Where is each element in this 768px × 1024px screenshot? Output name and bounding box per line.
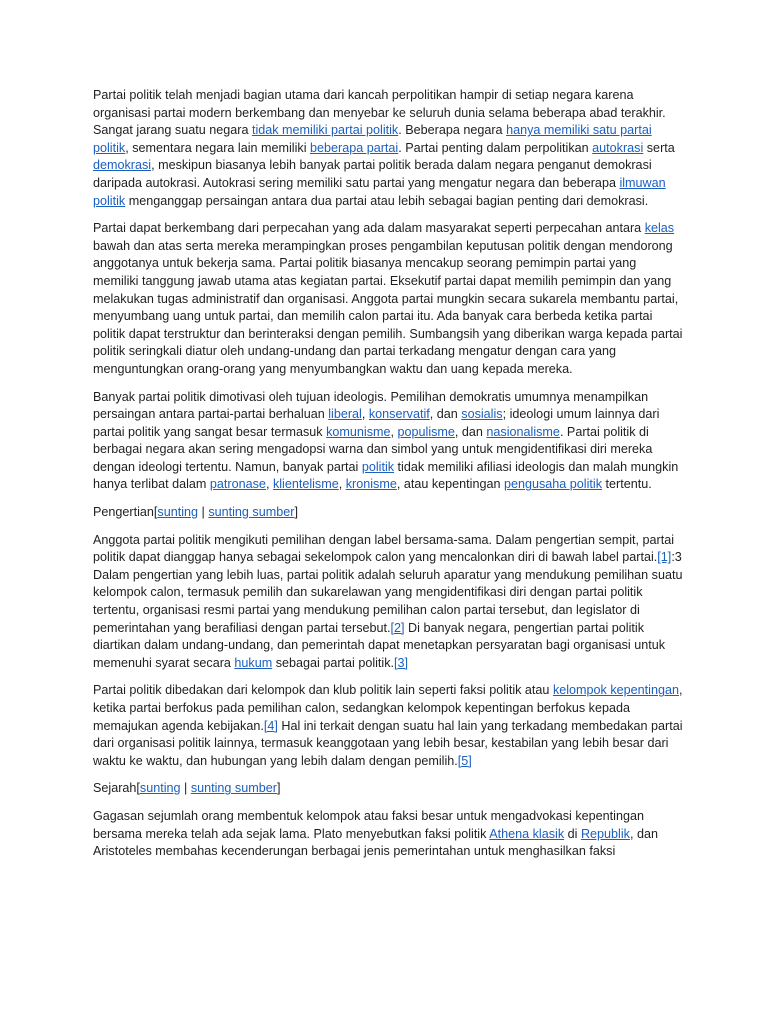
link-liberal[interactable]: liberal xyxy=(328,407,362,422)
text-run: tidak memiliki afiliasi ideologis dan malah mungkin hanya terlibat dalam xyxy=(93,459,679,492)
para-6 xyxy=(93,808,683,861)
link-1[interactable]: [1] xyxy=(657,550,672,565)
heading-sejarah xyxy=(93,780,683,798)
link-hukum[interactable]: hukum xyxy=(234,655,273,670)
text-run: Di banyak negara, pengertian partai politik diartikan dalam undang-undang, dan pemerintah dapat menetapkan persyaratan bagi organisasi untuk memenuhi syarat secara xyxy=(93,620,666,670)
text-run: serta xyxy=(643,140,675,155)
text-run: :3 Dalam pengertian yang lebih luas, partai politik adalah seluruh aparatur yang mendukung pemilihan suatu kelompok calon, termasuk pemilih dan sukarelawan yang mengidentifikasi diri dengan partai politik tertentu, organisasi resmi partai yang mendukung pemilihan calon partai tersebut, dan legislator di pemerintahan yang berafiliasi dengan partai tersebut. xyxy=(93,550,683,635)
link-tidak-memiliki-partai-politik[interactable]: tidak memiliki partai politik xyxy=(251,123,399,138)
text-run: , ketika partai berfokus pada pemilihan calon, sedangkan kelompok kepentingan berfokus kepada memajukan agenda kebijakan. xyxy=(93,683,683,733)
link-2[interactable]: [2] xyxy=(390,620,405,635)
link-5[interactable]: [5] xyxy=(457,753,472,768)
text-run: di xyxy=(564,826,581,841)
text-run: , xyxy=(390,424,398,439)
text-run: tertentu. xyxy=(602,477,652,492)
link-patronase[interactable]: patronase xyxy=(209,477,266,492)
link-pengusaha-politik[interactable]: pengusaha politik xyxy=(503,477,602,492)
link-hanya-memiliki-satu-partai-politik[interactable]: hanya memiliki satu partai politik xyxy=(93,123,652,155)
link-sunting-sumber[interactable]: sunting sumber xyxy=(190,781,277,796)
text-run: Partai politik dibedakan dari kelompok dan klub politik lain seperti faksi politik atau xyxy=(93,683,553,698)
text-run: . Beberapa negara xyxy=(398,123,507,138)
text-run: , dan Aristoteles membahas kecenderungan berbagai jenis pemerintahan untuk menghasilkan faksi xyxy=(93,826,658,859)
para-1 xyxy=(93,87,683,210)
link-autokrasi[interactable]: autokrasi xyxy=(592,140,644,155)
text-run: . Partai penting dalam perpolitikan xyxy=(398,140,593,155)
para-2 xyxy=(93,220,683,378)
text-run: | xyxy=(180,781,191,796)
text-run: sebagai partai politik. xyxy=(272,655,395,670)
link-sunting-sumber[interactable]: sunting sumber xyxy=(208,505,295,520)
link-kelas[interactable]: kelas xyxy=(644,221,675,236)
link-klientelisme[interactable]: klientelisme xyxy=(272,477,339,492)
link-nasionalisme[interactable]: nasionalisme xyxy=(486,424,560,439)
link-populisme[interactable]: populisme xyxy=(397,424,455,439)
link-athena-klasik[interactable]: Athena klasik xyxy=(489,826,565,841)
text-run: . Partai politik di berbagai negara akan sering mengadopsi warna dan simbol yang untuk mengidentifikasi diri mereka dengan ideologi tertentu. Namun, banyak partai xyxy=(93,424,653,474)
link-sunting[interactable]: sunting xyxy=(157,505,199,520)
text-run: , dan xyxy=(429,407,462,422)
link-beberapa-partai[interactable]: beberapa partai xyxy=(310,140,399,155)
text-run: , dan xyxy=(454,424,487,439)
text-run: , meskipun biasanya lebih banyak partai politik berada dalam negara penganut demokrasi daripada autokrasi. Autokrasi sering memiliki satu partai yang mengatur negara dan beberapa xyxy=(93,158,652,190)
text-run: | xyxy=(198,505,209,520)
text-run: Sejarah[ xyxy=(93,781,140,796)
link-konservatif[interactable]: konservatif xyxy=(368,407,430,422)
link-komunisme[interactable]: komunisme xyxy=(326,424,391,439)
text-run: Pengertian[ xyxy=(93,505,158,520)
text-run: menganggap persaingan antara dua partai atau lebih sebagai bagian penting dari demokrasi. xyxy=(125,193,649,208)
text-run: Partai dapat berkembang dari perpecahan yang ada dalam masyarakat seperti perpecahan antara xyxy=(93,221,645,236)
text-run: , xyxy=(265,477,273,492)
document-page xyxy=(93,87,683,871)
text-run: , sementara negara lain memiliki xyxy=(125,140,310,155)
text-run: Hal ini terkait dengan suatu hal lain yang terkadang membedakan partai dari organisasi politik lainnya, termasuk keanggotaan yang lebih besar, kestabilan yang lebih besar dari waktu ke waktu, dan hubungan yang lebih dalam dengan pemilih. xyxy=(93,718,683,768)
para-3 xyxy=(93,389,683,495)
text-run: , atau kepentingan xyxy=(396,477,504,492)
text-run: ] xyxy=(276,781,281,796)
text-run: ; ideologi umum lainnya dari partai politik yang sangat besar termasuk xyxy=(93,407,660,439)
text-run: , xyxy=(338,477,346,492)
text-run: bawah dan atas serta mereka merampingkan proses pengambilan keputusan politik dengan mendorong anggotanya untuk bekerja sama. Partai politik biasanya mencakup seorang pemimpin partai yang memiliki tanggung jawab utama atas kegiatan partai. Eksekutif partai dapat memilih pemimpin dan yang melakukan tugas administratif dan organisasi. Anggota partai mungkin secara sukarela membantu partai, menyumbang uang untuk partai, dan memilih calon partai itu. Ada banyak cara berbeda ketika partai politik dapat terstruktur dan berinteraksi dengan pemilih. Sumbangsih yang diberikan warga kepada partai politik seringkali diatur oleh undang-undang dan partai terkadang mengatur dengan cara yang menguntungkan orang-orang yang menyumbangkan waktu dan uang kepada mereka. xyxy=(93,238,683,376)
link-sunting[interactable]: sunting xyxy=(139,781,181,796)
link-kelompok-kepentingan[interactable]: kelompok kepentingan xyxy=(552,683,679,698)
text-run: Anggota partai politik mengikuti pemilihan dengan label bersama-sama. Dalam pengertian sempit, partai politik dapat dianggap hanya sebagai sekelompok calon yang mencalonkan diri di bawah label partai. xyxy=(93,532,675,565)
link-republik[interactable]: Republik xyxy=(580,826,630,841)
heading-pengertian xyxy=(93,504,683,522)
link-politik[interactable]: politik xyxy=(361,459,395,474)
text-run: Partai politik telah menjadi bagian utama dari kancah perpolitikan hampir di setiap negara karena organisasi partai modern berkembang dan menyebar ke seluruh dunia selama beberapa abad terakhir. Sangat jarang suatu negara xyxy=(93,88,666,138)
link-4[interactable]: [4] xyxy=(263,718,278,733)
text-run: , xyxy=(361,407,369,422)
link-kronisme[interactable]: kronisme xyxy=(345,477,397,492)
para-5 xyxy=(93,682,683,770)
text-run: ] xyxy=(294,505,298,520)
text-run: Gagasan sejumlah orang membentuk kelompok atau faksi besar untuk mengadvokasi kepentingan bersama mereka telah ada sejak lama. Plato menyebutkan faksi politik xyxy=(93,808,644,841)
link-sosialis[interactable]: sosialis xyxy=(461,407,503,422)
link-demokrasi[interactable]: demokrasi xyxy=(93,158,152,173)
link-3[interactable]: [3] xyxy=(394,655,409,670)
para-4 xyxy=(93,532,683,673)
text-run: Banyak partai politik dimotivasi oleh tujuan ideologis. Pemilihan demokratis umumnya menampilkan persaingan antara partai-partai berhaluan xyxy=(93,389,649,422)
link-ilmuwan-politik[interactable]: ilmuwan politik xyxy=(93,175,666,208)
